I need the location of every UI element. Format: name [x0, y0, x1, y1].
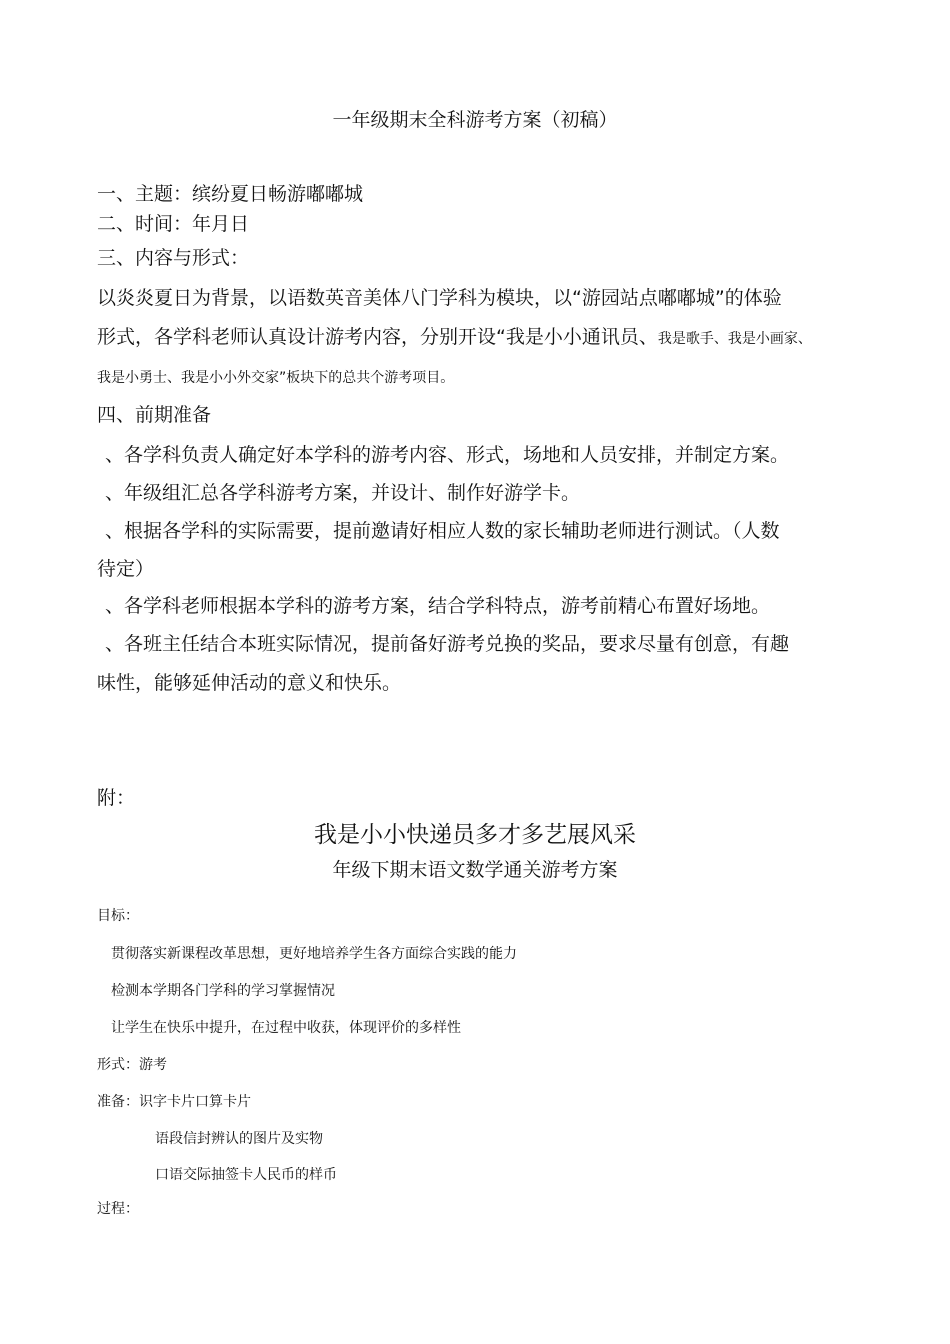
section-content-line-1: 以炎炎夏日为背景，以语数英音美体八门学科为模块，以“游园站点嘟嘟城”的体验 — [97, 287, 782, 309]
goal-item-1: 贯彻落实新课程改革思想，更好地培养学生各方面综合实践的能力 — [111, 946, 517, 962]
appendix-label: 附： — [97, 787, 136, 809]
goal-item-2: 检测本学期各门学科的学习掌握情况 — [111, 983, 335, 999]
section-content-line-2 — [97, 328, 812, 347]
prep-item-1: 、各学科负责人确定好本学科的游考内容、形式，场地和人员安排，并制定方案。 — [105, 444, 790, 466]
prep-material-item-1: 语段信封辨认的图片及实物 — [155, 1131, 323, 1147]
prep-item-3-continued: 待定） — [97, 558, 155, 580]
process-label: 过程： — [97, 1201, 139, 1217]
section-theme: 一、主题：缤纷夏日畅游嘟嘟城 — [97, 183, 364, 205]
prep-item-3: 、根据各学科的实际需要，提前邀请好相应人数的家长辅助老师进行测试。（人数 — [105, 520, 780, 542]
prep-material-item-2: 口语交际抽签卡人民币的样币 — [155, 1167, 337, 1183]
section-content-heading: 三、内容与形式： — [97, 247, 250, 269]
section-content-line-3: 我是小勇士、我是小小外交家”板块下的总共个游考项目。 — [97, 370, 455, 386]
goal-label: 目标： — [97, 908, 139, 924]
form-line: 形式：游考 — [97, 1057, 167, 1073]
prep-item-5: 、各班主任结合本班实际情况，提前备好游考兑换的奖品，要求尽量有创意，有趣 — [105, 633, 790, 655]
goal-item-3: 让学生在快乐中提升，在过程中收获，体现评价的多样性 — [111, 1020, 461, 1036]
section-time: 二、时间：年月日 — [97, 213, 250, 235]
document-title: 一年级期末全科游考方案（初稿） — [332, 109, 618, 131]
section-content-line-2-small: 我是歌手、我是小画家、 — [657, 331, 812, 347]
prep-item-5-continued: 味性，能够延伸活动的意义和快乐。 — [97, 672, 402, 694]
prep-materials-line: 准备：识字卡片口算卡片 — [97, 1094, 251, 1110]
section-prep-heading: 四、前期准备 — [97, 404, 212, 426]
section-content-line-2-large: 形式，各学科老师认真设计游考内容，分别开设“我是小小通讯员、 — [97, 326, 658, 348]
prep-item-2: 、年级组汇总各学科游考方案，并设计、制作好游学卡。 — [105, 482, 581, 504]
prep-item-4: 、各学科老师根据本学科的游考方案，结合学科特点，游考前精心布置好场地。 — [105, 595, 771, 617]
appendix-subtitle: 年级下期末语文数学通关游考方案 — [332, 859, 618, 881]
appendix-title: 我是小小快递员多才多艺展风采 — [314, 822, 636, 848]
